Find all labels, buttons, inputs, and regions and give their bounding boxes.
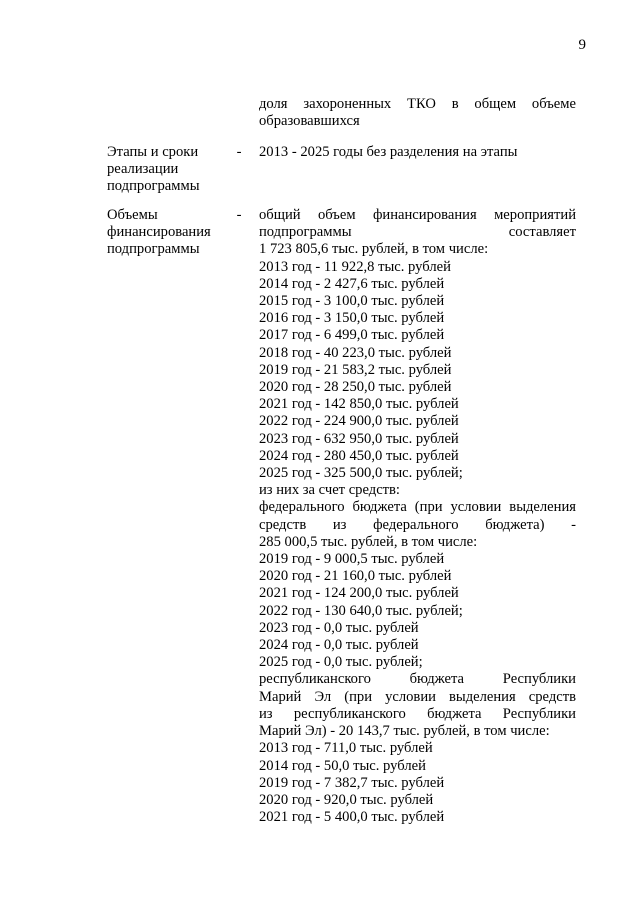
page-number: 9 [578, 37, 586, 53]
total-year-line: 2025 год - 325 500,0 тыс. рублей; [259, 465, 463, 482]
federal-year-line: 2020 год - 21 160,0 тыс. рублей [259, 568, 452, 585]
total-year-line: 2021 год - 142 850,0 тыс. рублей [259, 396, 459, 413]
continuation-text [259, 96, 576, 130]
label-line: подпрограммы [107, 178, 200, 195]
total-year-line: 2019 год - 21 583,2 тыс. рублей [259, 361, 452, 378]
financing-label [107, 207, 225, 259]
label-line: реализации [107, 161, 179, 178]
stages-value [259, 144, 576, 161]
republic-line: Марий Эл (при условии выделения средств [259, 688, 576, 705]
federal-year-line: 2022 год - 130 640,0 тыс. рублей; [259, 602, 463, 619]
republic-year-line: 2013 год - 711,0 тыс. рублей [259, 740, 433, 757]
stages-dash: - [236, 144, 242, 160]
continuation-line: доля захороненных ТКО в общем объеме [259, 96, 576, 112]
federal-line: 285 000,5 тыс. рублей, в том числе: [259, 533, 478, 550]
stages-label [107, 144, 225, 196]
sources-intro-line: из них за счет средств: [259, 482, 400, 499]
republic-line: республиканского бюджета Республики [259, 671, 576, 688]
federal-year-line: 2025 год - 0,0 тыс. рублей; [259, 654, 423, 671]
financing-intro-line: общий объем финансирования мероприятий [259, 207, 576, 223]
stages-value-line: 2013 - 2025 годы без разделения на этапы [259, 144, 518, 160]
total-year-line: 2014 год - 2 427,6 тыс. рублей [259, 275, 445, 292]
continuation-line: образовавшихся [259, 113, 360, 130]
total-year-line: 2013 год - 11 922,8 тыс. рублей [259, 258, 451, 275]
label-line: Объемы [107, 207, 158, 223]
label-line: Этапы и сроки [107, 144, 199, 160]
republic-line: из республиканского бюджета Республики [259, 705, 576, 722]
total-year-line: 2020 год - 28 250,0 тыс. рублей [259, 379, 452, 396]
financing-dash: - [236, 207, 242, 223]
financing-intro-line: 1 723 805,6 тыс. рублей, в том числе: [259, 241, 489, 258]
label-line: подпрограммы [107, 241, 200, 258]
total-year-line: 2022 год - 224 900,0 тыс. рублей [259, 413, 459, 430]
federal-year-line: 2021 год - 124 200,0 тыс. рублей [259, 585, 459, 602]
total-year-line: 2023 год - 632 950,0 тыс. рублей [259, 430, 459, 447]
federal-year-line: 2023 год - 0,0 тыс. рублей [259, 619, 419, 636]
federal-line: федерального бюджета (при условии выделения [259, 499, 576, 516]
total-year-line: 2017 год - 6 499,0 тыс. рублей [259, 327, 445, 344]
republic-year-line: 2014 год - 50,0 тыс. рублей [259, 757, 426, 774]
federal-year-line: 2019 год - 9 000,5 тыс. рублей [259, 551, 445, 568]
total-year-line: 2015 год - 3 100,0 тыс. рублей [259, 293, 445, 310]
republic-line: Марий Эл) - 20 143,7 тыс. рублей, в том числе: [259, 723, 550, 740]
total-year-line: 2016 год - 3 150,0 тыс. рублей [259, 310, 445, 327]
federal-year-line: 2024 год - 0,0 тыс. рублей [259, 637, 419, 654]
financing-value [259, 207, 576, 826]
republic-year-line: 2019 год - 7 382,7 тыс. рублей [259, 774, 445, 791]
republic-year-line: 2020 год - 920,0 тыс. рублей [259, 791, 434, 808]
republic-year-line: 2021 год - 5 400,0 тыс. рублей [259, 809, 445, 826]
total-year-line: 2018 год - 40 223,0 тыс. рублей [259, 344, 452, 361]
financing-intro-line: подпрограммы составляет [259, 224, 576, 241]
federal-line: средств из федерального бюджета) - [259, 516, 576, 533]
total-year-line: 2024 год - 280 450,0 тыс. рублей [259, 447, 459, 464]
label-line: финансирования [107, 224, 211, 241]
